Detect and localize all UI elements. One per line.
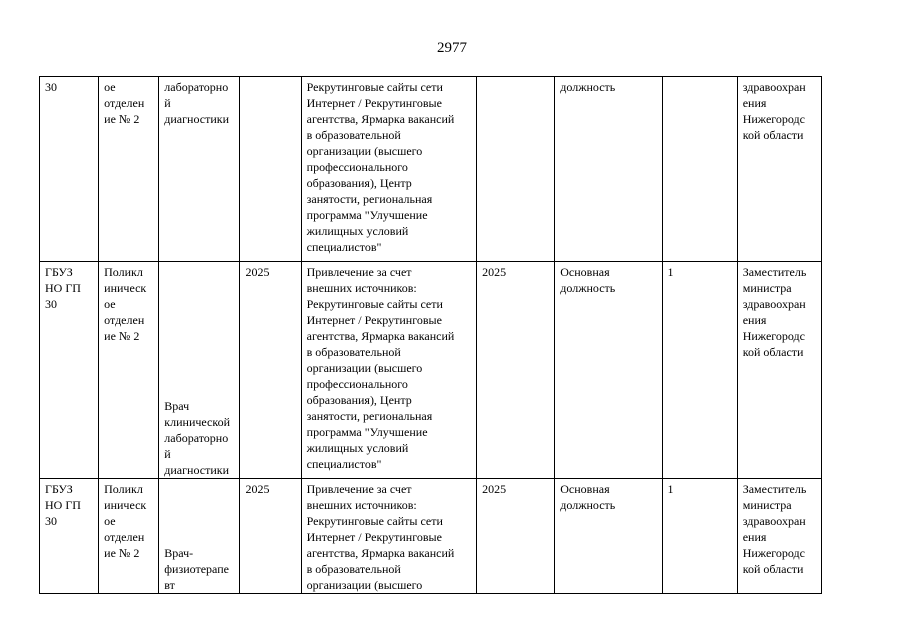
table-row [40,262,822,479]
cell-specialty: Врач клинической лабораторно й диагностики [159,262,240,479]
cell-year: 2025 [240,479,301,594]
table-row [40,77,822,262]
cell-specialty: Врач- физиотерапе вт [159,479,240,594]
page-number: 2977 [437,40,467,56]
cell-sources: Привлечение за счет внешних источников: Рекрутинговые сайты сети Интернет / Рекрутинговые агентства, Ярмарка вакансий в образовательной организации (высшего профессионального образования), Центр занятости, региональная программа "Улучшение жилищных условий специалистов" [301,262,476,479]
cell-count: 1 [662,479,737,594]
cell-responsible: Заместитель министра здравоохран ения Нижегородс кой области [737,262,821,479]
cell-responsible: здравоохран ения Нижегородс кой области [737,77,821,262]
cell-year2 [477,77,555,262]
cell-year: 2025 [240,262,301,479]
cell-org: 30 [40,77,99,262]
cell-count [662,77,737,262]
cell-sources: Рекрутинговые сайты сети Интернет / Рекрутинговые агентства, Ярмарка вакансий в образовательной организации (высшего профессионального образования), Центр занятости, региональная программа "Улучшение жилищных условий специалистов" [301,77,476,262]
cell-unit: ое отделен ие № 2 [99,77,159,262]
cell-org: ГБУЗ НО ГП 30 [40,262,99,479]
cell-position: Основная должность [555,262,662,479]
cell-unit: Поликл иническ ое отделен ие № 2 [99,262,159,479]
cell-sources: Привлечение за счет внешних источников: Рекрутинговые сайты сети Интернет / Рекрутинговые агентства, Ярмарка вакансий в образовательной организации (высшего [301,479,476,594]
cell-unit: Поликл иническ ое отделен ие № 2 [99,479,159,594]
cell-year2: 2025 [477,479,555,594]
cell-position: должность [555,77,662,262]
cell-year2: 2025 [477,262,555,479]
staffing-table [39,76,822,594]
cell-year [240,77,301,262]
cell-specialty: лабораторно й диагностики [159,77,240,262]
table-row [40,479,822,594]
cell-count: 1 [662,262,737,479]
cell-position: Основная должность [555,479,662,594]
cell-responsible: Заместитель министра здравоохран ения Нижегородс кой области [737,479,821,594]
cell-org: ГБУЗ НО ГП 30 [40,479,99,594]
